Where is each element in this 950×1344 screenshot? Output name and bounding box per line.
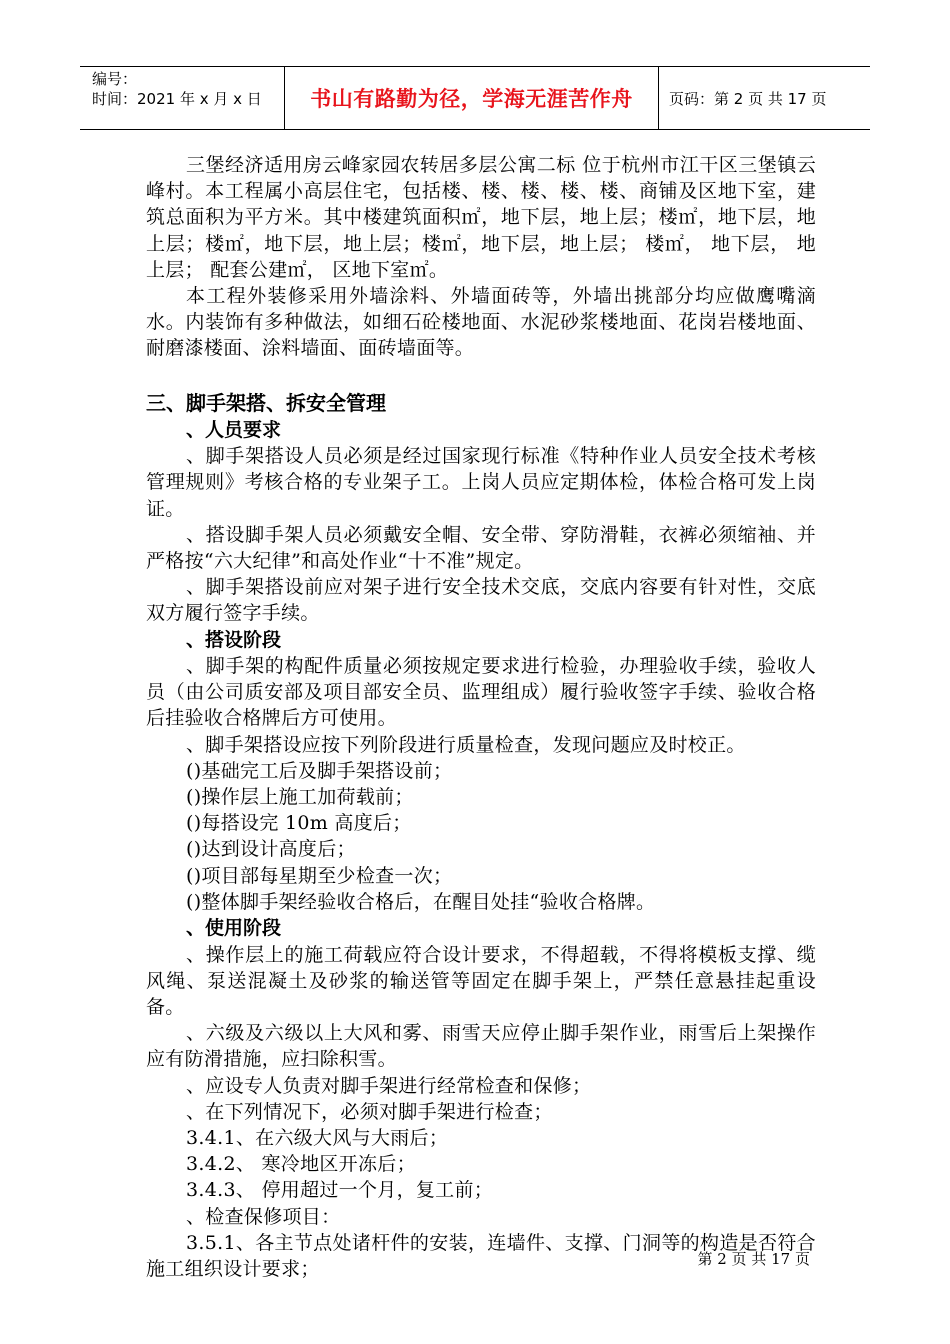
header-left <box>80 67 284 129</box>
spacer <box>146 362 816 389</box>
subsection-title: 、搭设阶段 <box>186 628 282 651</box>
subsection-title: 、使用阶段 <box>186 917 282 940</box>
subsection-title: 、人员要求 <box>186 418 282 441</box>
header-page-label: 页码：第 2 页 共 17 页 <box>669 89 827 108</box>
paragraph: 、脚手架搭设应按下列阶段进行质量检查，发现问题应及时校正。 <box>186 733 746 756</box>
paragraph: 本工程外装修采用外墙涂料、外墙面砖等，外墙出挑部分均应做鹰嘴滴水。内装饰有多种做法，如细石砼楼地面、水泥砂浆楼地面、花岗岩楼地面、耐磨漆楼面、涂料墙面、面砖墙面等。 <box>146 285 816 360</box>
list-item: 3.4.3、 停用超过一个月，复工前； <box>186 1179 494 1202</box>
list-item: 3.4.1、在六级大风与大雨后； <box>186 1127 449 1149</box>
paragraph: 、操作层上的施工荷载应符合设计要求，不得超载，不得将模板支撑、缆风绳、泵送混凝土及砂浆的输送管等固定在脚手架上，严禁任意悬挂起重设备。 <box>146 943 816 1018</box>
paragraph: 、检查保修项目： <box>186 1205 341 1228</box>
list-item: ()基础完工后及脚手架搭设前； <box>186 759 453 782</box>
paragraph: 、在下列情况下，必须对脚手架进行检查； <box>186 1100 553 1123</box>
page-header <box>80 66 870 130</box>
page-footer: 第 2 页 共 17 页 <box>697 1250 810 1268</box>
paragraph: 、脚手架搭设前应对架子进行安全技术交底，交底内容要有针对性，交底双方履行签字手续。 <box>146 576 816 625</box>
paragraph: 、六级及六级以上大风和雾、雨雪天应停止脚手架作业，雨雪后上架操作应有防滑措施，应扫除积雪。 <box>146 1022 816 1071</box>
document-body <box>146 152 816 1282</box>
list-item: ()操作层上施工加荷载前； <box>186 786 414 809</box>
paragraph: 三堡经济适用房云峰家园农转居多层公寓二标 位于杭州市江干区三堡镇云峰村。本工程属小高层住宅，包括楼、楼、楼、楼、楼、商铺及区地下室，建筑总面积为平方米。其中楼建筑面积㎡，地下层，地上层；楼㎡，地下层，地上层；楼㎡，地下层，地上层；楼㎡，地下层，地上层； 楼㎡， 地下层， 地上层； 配套公建㎡， 区地下室㎡。 <box>146 154 816 281</box>
paragraph: 、脚手架的构配件质量必须按规定要求进行检验，办理验收手续，验收人员（由公司质安部及项目部安全员、监理组成）履行验收签字手续、验收合格后挂验收合格牌后方可使用。 <box>146 655 816 730</box>
paragraph: 3.5.1、各主节点处诸杆件的安装，连墙件、支撑、门洞等的构造是否符合施工组织设计要求； <box>146 1231 816 1281</box>
section-title: 三、脚手架搭、拆安全管理 <box>146 390 386 415</box>
list-item: ()每搭设完 10m 高度后； <box>186 812 412 835</box>
paragraph: 、应设专人负责对脚手架进行经常检查和保修； <box>186 1074 592 1097</box>
code-label: 编号： <box>92 70 138 88</box>
list-item: ()项目部每星期至少检查一次； <box>186 864 453 887</box>
date-label: 时间：2021 年 x 月 x 日 <box>92 90 262 108</box>
paragraph: 、搭设脚手架人员必须戴安全帽、安全带、穿防滑鞋，衣裤必须缩袖、并严格按“六大纪律”和高处作业“十不准”规定。 <box>146 523 816 572</box>
list-item: ()达到设计高度后； <box>186 838 356 861</box>
header-motto: 书山有路勤为径，学海无涯苦作舟 <box>284 67 659 129</box>
paragraph: 、脚手架搭设人员必须是经过国家现行标准《特种作业人员安全技术考核管理规则》考核合格的专业架子工。上岗人员应定期体检，体检合格可发上岗证。 <box>146 445 816 520</box>
list-item: ()整体脚手架经验收合格后，在醒目处挂“验收合格牌。 <box>186 890 656 913</box>
list-item: 3.4.2、 寒冷地区开冻后； <box>186 1153 416 1176</box>
